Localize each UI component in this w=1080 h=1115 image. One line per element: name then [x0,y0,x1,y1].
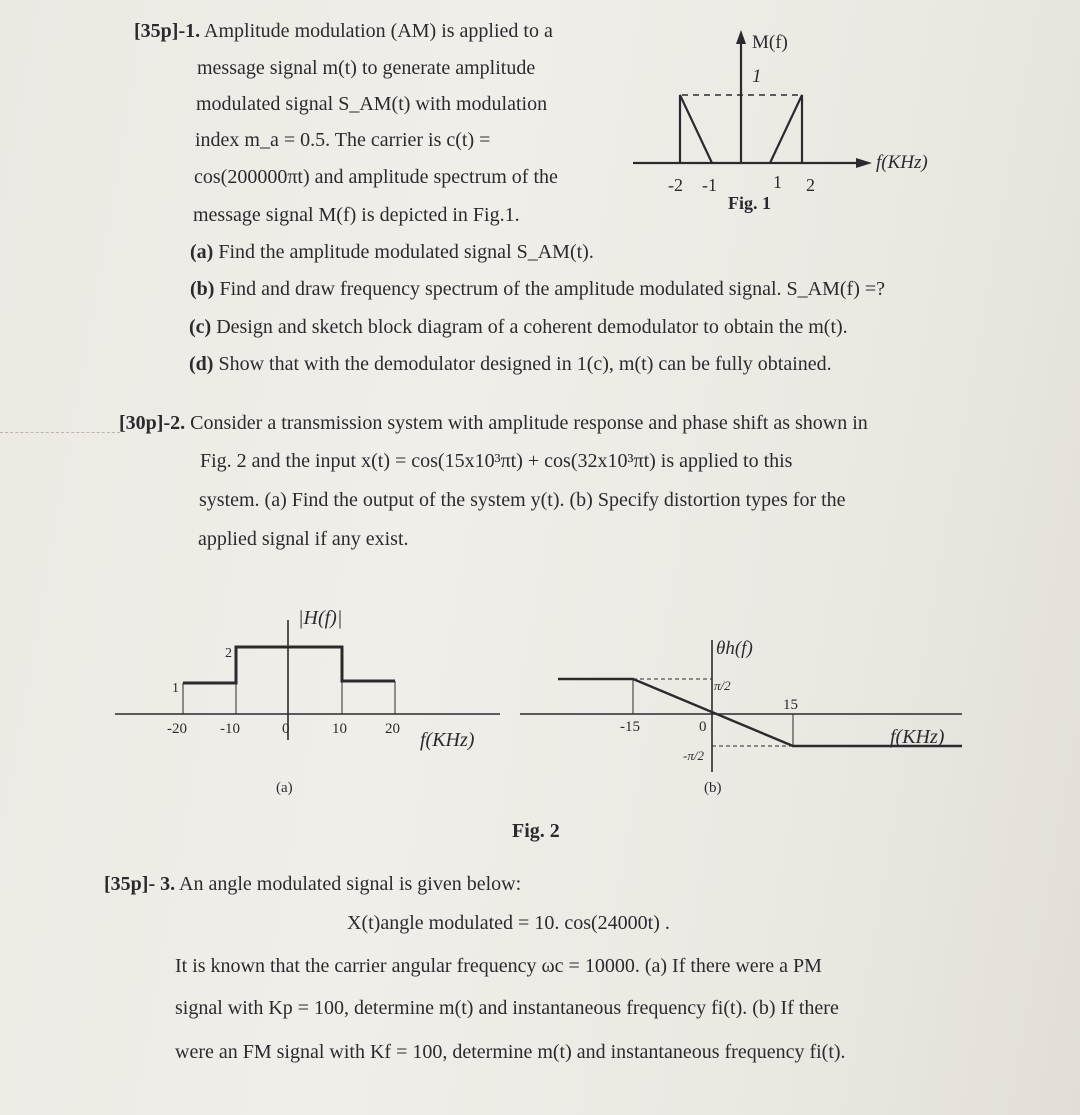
fig1-ylabel: M(f) [752,32,788,53]
fig2a-level-1: 1 [172,681,179,696]
q3-tag: [35p]- 3. [104,873,176,895]
q1-line-5: cos(200000πt) and amplitude spectrum of the [194,166,558,188]
q1-part-c-text: Design and sketch block diagram of a coherent demodulator to obtain the m(t). [216,316,848,338]
fig2a-tick-neg20: -20 [167,721,187,737]
fig1-y-arrow-icon [736,30,746,44]
fig2b-neg-label: -π/2 [683,748,704,763]
fig1-caption: Fig. 1 [728,193,771,213]
q2-line-4: applied signal if any exist. [198,528,409,550]
fig1-left-triangle [680,95,712,163]
fig2a-level-2: 2 [225,646,232,661]
q2-tag: [30p]-2. [119,412,186,434]
q1-line-6: message signal M(f) is depicted in Fig.1. [193,204,520,226]
q3-line-1: It is known that the carrier angular frequency ωc = 10000. (a) If there were a PM [175,955,822,977]
q1-part-c-label: (c) [189,316,212,338]
q1-line-4: index m_a = 0.5. The carrier is c(t) = [195,129,491,151]
q2-line-1: Consider a transmission system with amplitude response and phase shift as shown in [190,412,868,434]
fig2b-xlabel: f(KHz) [890,726,945,748]
q1-header [134,20,553,43]
fig2a-tick-neg10: -10 [220,721,240,737]
fig1-tick-2: 2 [806,175,815,195]
q1-part-d [189,353,832,376]
fold-line [0,432,120,433]
fig1-tick-1: 1 [773,172,782,192]
fig2b-phase-curve [558,679,962,746]
q1-line-3: modulated signal S_AM(t) with modulation [196,93,548,115]
q1-part-b-label: (b) [190,278,215,300]
q2-header [119,412,868,435]
fig1-tick-neg2: -2 [668,175,683,195]
q1-part-a [190,241,594,264]
fig2-caption: Fig. 2 [512,820,560,842]
q3-line-2: signal with Kp = 100, determine m(t) and instantaneous frequency fi(t). (b) If there [175,997,839,1019]
q1-part-c [189,316,848,339]
fig2a-tick-0: 0 [282,721,290,737]
fig1-right-triangle [770,95,802,163]
fig1-peak-label: 1 [752,66,762,87]
fig2a-ylabel: |H(f)| [298,607,343,629]
fig2a-sublabel: (a) [276,780,293,796]
fig2b-pos-label: π/2 [714,678,731,693]
q1-part-d-text: Show that with the demodulator designed in 1(c), m(t) can be fully obtained. [218,353,832,375]
q3-line-3: were an FM signal with Kf = 100, determine m(t) and instantaneous frequency fi(t). [175,1041,846,1063]
fig2b-tick-neg15: -15 [620,719,640,735]
q2-line-2: Fig. 2 and the input x(t) = cos(15x10³πt) + cos(32x10³πt) is applied to this [200,450,793,472]
q3-intro: An angle modulated signal is given below: [179,873,522,895]
q1-part-d-label: (d) [189,353,214,375]
fig1-x-arrow-icon [856,158,872,168]
fig2a-tick-10: 10 [332,721,347,737]
q1-part-b [190,278,885,301]
q3-header [104,873,521,896]
q3-equation: X(t)angle modulated = 10. cos(24000t) . [347,912,670,934]
q1-line-1: Amplitude modulation (AM) is applied to a [204,20,553,42]
fig2b-ylabel: θh(f) [716,638,753,659]
q1-part-a-label: (a) [190,241,214,263]
fig2a-tick-20: 20 [385,721,400,737]
fig2b-tick-15: 15 [783,697,798,713]
q1-tag: [35p]-1. [134,20,201,42]
q1-part-a-text: Find the amplitude modulated signal S_AM(t). [218,241,594,263]
fig2a-magnitude-curve [183,647,395,683]
fig2a-xlabel: f(KHz) [420,729,475,751]
fig1-xlabel: f(KHz) [876,152,928,173]
fig2b-tick-0: 0 [699,719,707,735]
fig1-tick-neg1: -1 [702,175,717,195]
q1-part-b-text: Find and draw frequency spectrum of the amplitude modulated signal. S_AM(f) =? [219,278,886,300]
fig2b-sublabel: (b) [704,780,722,796]
q1-line-2: message signal m(t) to generate amplitude [197,57,536,79]
q2-line-3: system. (a) Find the output of the system y(t). (b) Specify distortion types for the [199,489,846,511]
